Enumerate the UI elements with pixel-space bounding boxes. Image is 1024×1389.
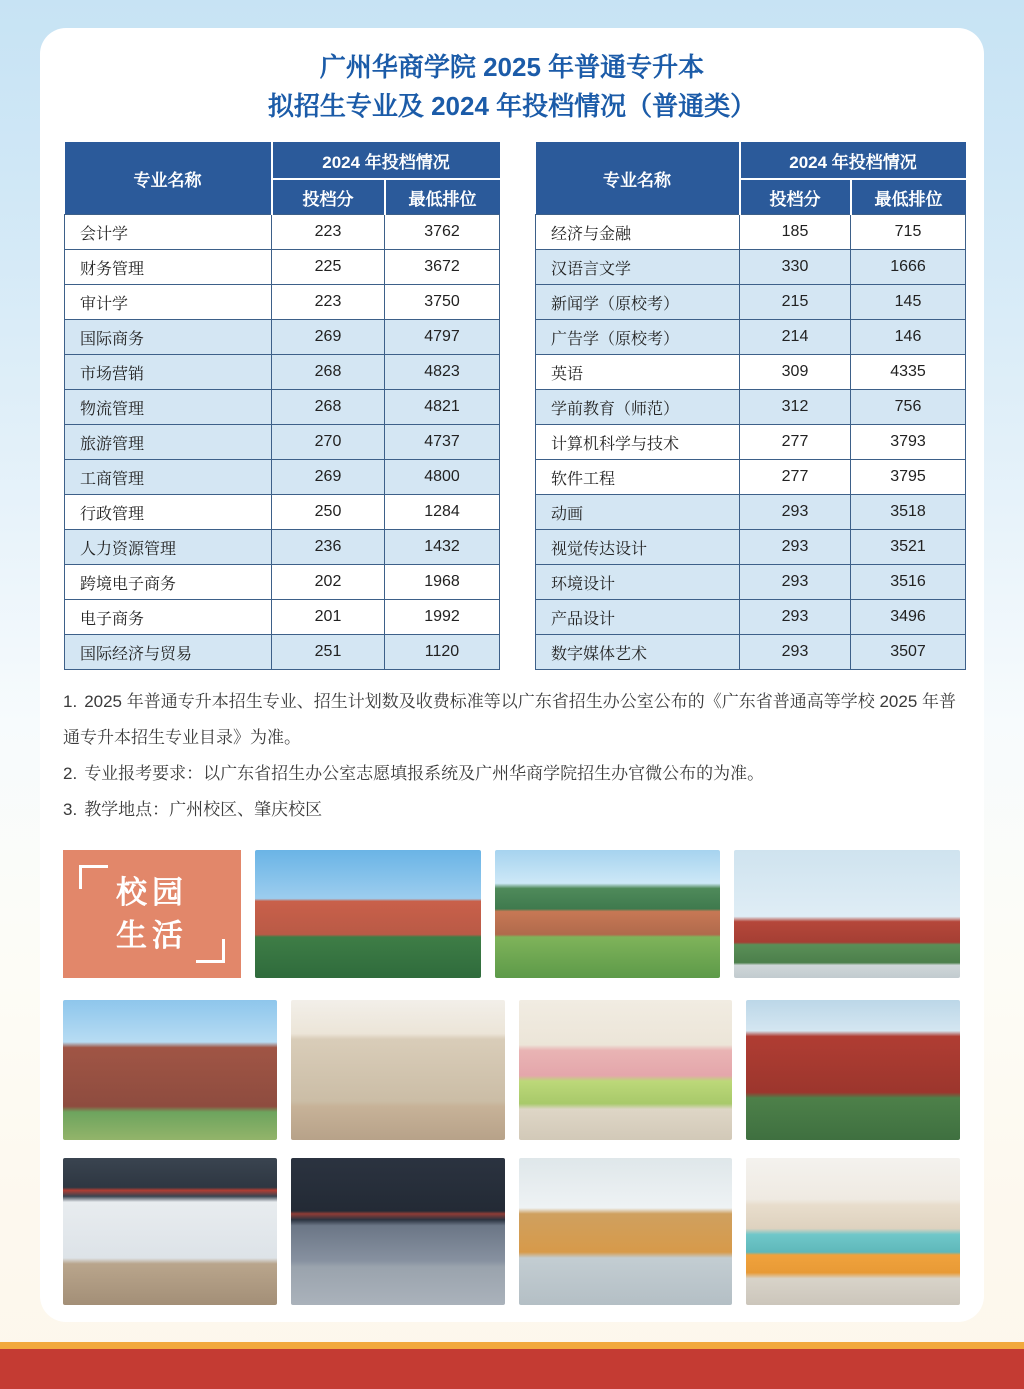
right-majors-table <box>535 142 966 670</box>
rank-cell: 4800 <box>385 460 500 495</box>
table-row <box>65 495 500 530</box>
table-row <box>536 425 966 460</box>
rank-cell: 756 <box>851 390 966 425</box>
major-cell: 环境设计 <box>536 565 740 600</box>
table-row <box>536 565 966 600</box>
major-cell: 行政管理 <box>65 495 272 530</box>
note-item-3 <box>63 792 968 828</box>
score-cell: 223 <box>272 285 385 320</box>
score-cell: 277 <box>740 460 851 495</box>
photo-computer-lab <box>519 1158 733 1305</box>
rank-cell: 3795 <box>851 460 966 495</box>
photo-campus-aerial-lawn-mountain <box>495 850 721 978</box>
rank-cell: 4797 <box>385 320 500 355</box>
score-cell: 269 <box>272 460 385 495</box>
photo-campus-cafeteria <box>519 1000 733 1140</box>
score-cell: 214 <box>740 320 851 355</box>
rank-cell: 3762 <box>385 215 500 250</box>
note-item-2 <box>63 756 968 792</box>
rank-cell: 3496 <box>851 600 966 635</box>
badge-line-2: 生活 <box>116 918 188 953</box>
rank-cell: 715 <box>851 215 966 250</box>
rank-cell: 146 <box>851 320 966 355</box>
rank-cell: 3793 <box>851 425 966 460</box>
title-line-2: 拟招生专业及 2024 年投档情况（普通类） <box>267 91 757 121</box>
score-cell: 201 <box>272 600 385 635</box>
footer-red-band <box>0 1349 1024 1389</box>
badge-line-1: 校园 <box>116 875 188 910</box>
rank-cell: 1992 <box>385 600 500 635</box>
table-row <box>536 390 966 425</box>
photo-campus-teaching-buildings <box>255 850 481 978</box>
major-cell: 视觉传达设计 <box>536 530 740 565</box>
photo-simulation-training-lab <box>63 1158 277 1305</box>
score-cell: 251 <box>272 635 385 670</box>
major-cell: 国际商务 <box>65 320 272 355</box>
table-row <box>536 635 966 670</box>
note-number: 3. <box>63 800 78 819</box>
campus-life-badge <box>63 850 241 978</box>
rank-cell: 1284 <box>385 495 500 530</box>
table-row <box>536 215 966 250</box>
score-cell: 250 <box>272 495 385 530</box>
rank-cell: 145 <box>851 285 966 320</box>
score-cell: 215 <box>740 285 851 320</box>
major-cell: 人力资源管理 <box>65 530 272 565</box>
major-cell: 广告学（原校考） <box>536 320 740 355</box>
badge-text <box>116 871 188 957</box>
score-cell: 185 <box>740 215 851 250</box>
score-cell: 293 <box>740 565 851 600</box>
score-cell: 236 <box>272 530 385 565</box>
rank-cell: 4821 <box>385 390 500 425</box>
major-cell: 英语 <box>536 355 740 390</box>
major-cell: 旅游管理 <box>65 425 272 460</box>
score-cell: 330 <box>740 250 851 285</box>
photo-dormitory-buildings <box>63 1000 277 1140</box>
column-header-major: 专业名称 <box>536 142 740 215</box>
column-header-major: 专业名称 <box>65 142 272 215</box>
score-cell: 268 <box>272 355 385 390</box>
major-cell: 市场营销 <box>65 355 272 390</box>
table-row <box>65 460 500 495</box>
gallery-row-3 <box>63 1158 960 1305</box>
left-table-body <box>65 215 500 670</box>
photo-financial-trading-lab <box>291 1158 505 1305</box>
score-cell: 202 <box>272 565 385 600</box>
column-header-group: 2024 年投档情况 <box>272 142 500 179</box>
note-text: 教学地点：广州校区、肇庆校区 <box>84 800 323 819</box>
note-text: 2025 年普通专升本招生专业、招生计划数及收费标准等以广东省招生办公室公布的《广东省普通高等学校 2025 年普通专升本招生专业目录》为准。 <box>63 692 956 747</box>
table-row <box>65 565 500 600</box>
major-cell: 数字媒体艺术 <box>536 635 740 670</box>
score-cell: 309 <box>740 355 851 390</box>
major-cell: 学前教育（师范） <box>536 390 740 425</box>
major-cell: 新闻学（原校考） <box>536 285 740 320</box>
major-cell: 汉语言文学 <box>536 250 740 285</box>
major-cell: 动画 <box>536 495 740 530</box>
score-cell: 223 <box>272 215 385 250</box>
column-header-score: 投档分 <box>740 179 851 215</box>
major-cell: 软件工程 <box>536 460 740 495</box>
table-row <box>65 390 500 425</box>
rank-cell: 4737 <box>385 425 500 460</box>
gallery-row-1 <box>63 850 960 978</box>
table-row <box>536 355 966 390</box>
major-cell: 国际经济与贸易 <box>65 635 272 670</box>
score-cell: 312 <box>740 390 851 425</box>
rank-cell: 3672 <box>385 250 500 285</box>
note-text: 专业报考要求：以广东省招生办公室志愿填报系统及广州华商学院招生办官微公布的为准。 <box>84 764 765 783</box>
photo-smart-classroom <box>746 1158 960 1305</box>
notes-section <box>63 684 968 828</box>
major-cell: 审计学 <box>65 285 272 320</box>
major-cell: 电子商务 <box>65 600 272 635</box>
table-row <box>536 320 966 355</box>
note-number: 1. <box>63 692 78 711</box>
rank-cell: 3750 <box>385 285 500 320</box>
score-cell: 277 <box>740 425 851 460</box>
table-row <box>65 530 500 565</box>
column-header-group: 2024 年投档情况 <box>740 142 966 179</box>
note-item-1 <box>63 684 968 756</box>
column-header-score: 投档分 <box>272 179 385 215</box>
right-table-body <box>536 215 966 670</box>
table-row <box>65 600 500 635</box>
major-cell: 经济与金融 <box>536 215 740 250</box>
table-row <box>536 460 966 495</box>
photo-flag-plaza-gate <box>734 850 960 978</box>
rank-cell: 1968 <box>385 565 500 600</box>
score-cell: 225 <box>272 250 385 285</box>
table-row <box>536 530 966 565</box>
photo-campus-gate-arch <box>746 1000 960 1140</box>
rank-cell: 4335 <box>851 355 966 390</box>
major-cell: 计算机科学与技术 <box>536 425 740 460</box>
table-row <box>536 285 966 320</box>
score-cell: 293 <box>740 635 851 670</box>
table-row <box>65 250 500 285</box>
major-cell: 会计学 <box>65 215 272 250</box>
rank-cell: 3507 <box>851 635 966 670</box>
column-header-rank: 最低排位 <box>851 179 966 215</box>
major-cell: 工商管理 <box>65 460 272 495</box>
rank-cell: 4823 <box>385 355 500 390</box>
table-row <box>65 425 500 460</box>
title-line-1: 广州华商学院 2025 年普通专升本 <box>319 52 705 82</box>
photo-dormitory-room-interior <box>291 1000 505 1140</box>
left-majors-table <box>64 142 500 670</box>
corner-bracket-top-left-icon <box>79 865 108 889</box>
score-cell: 293 <box>740 530 851 565</box>
page-title <box>40 48 984 126</box>
rank-cell: 3518 <box>851 495 966 530</box>
major-cell: 产品设计 <box>536 600 740 635</box>
score-cell: 293 <box>740 495 851 530</box>
footer-orange-stripe <box>0 1342 1024 1349</box>
rank-cell: 3516 <box>851 565 966 600</box>
rank-cell: 1120 <box>385 635 500 670</box>
score-cell: 270 <box>272 425 385 460</box>
major-cell: 跨境电子商务 <box>65 565 272 600</box>
table-row <box>536 250 966 285</box>
major-cell: 财务管理 <box>65 250 272 285</box>
rank-cell: 1432 <box>385 530 500 565</box>
score-cell: 269 <box>272 320 385 355</box>
corner-bracket-bottom-right-icon <box>196 939 225 963</box>
table-row <box>536 600 966 635</box>
table-row <box>65 355 500 390</box>
rank-cell: 3521 <box>851 530 966 565</box>
table-row <box>65 285 500 320</box>
table-row <box>536 495 966 530</box>
note-number: 2. <box>63 764 78 783</box>
score-cell: 293 <box>740 600 851 635</box>
gallery-row-2 <box>63 1000 960 1140</box>
column-header-rank: 最低排位 <box>385 179 500 215</box>
rank-cell: 1666 <box>851 250 966 285</box>
major-cell: 物流管理 <box>65 390 272 425</box>
table-row <box>65 320 500 355</box>
table-row <box>65 215 500 250</box>
score-cell: 268 <box>272 390 385 425</box>
table-row <box>65 635 500 670</box>
